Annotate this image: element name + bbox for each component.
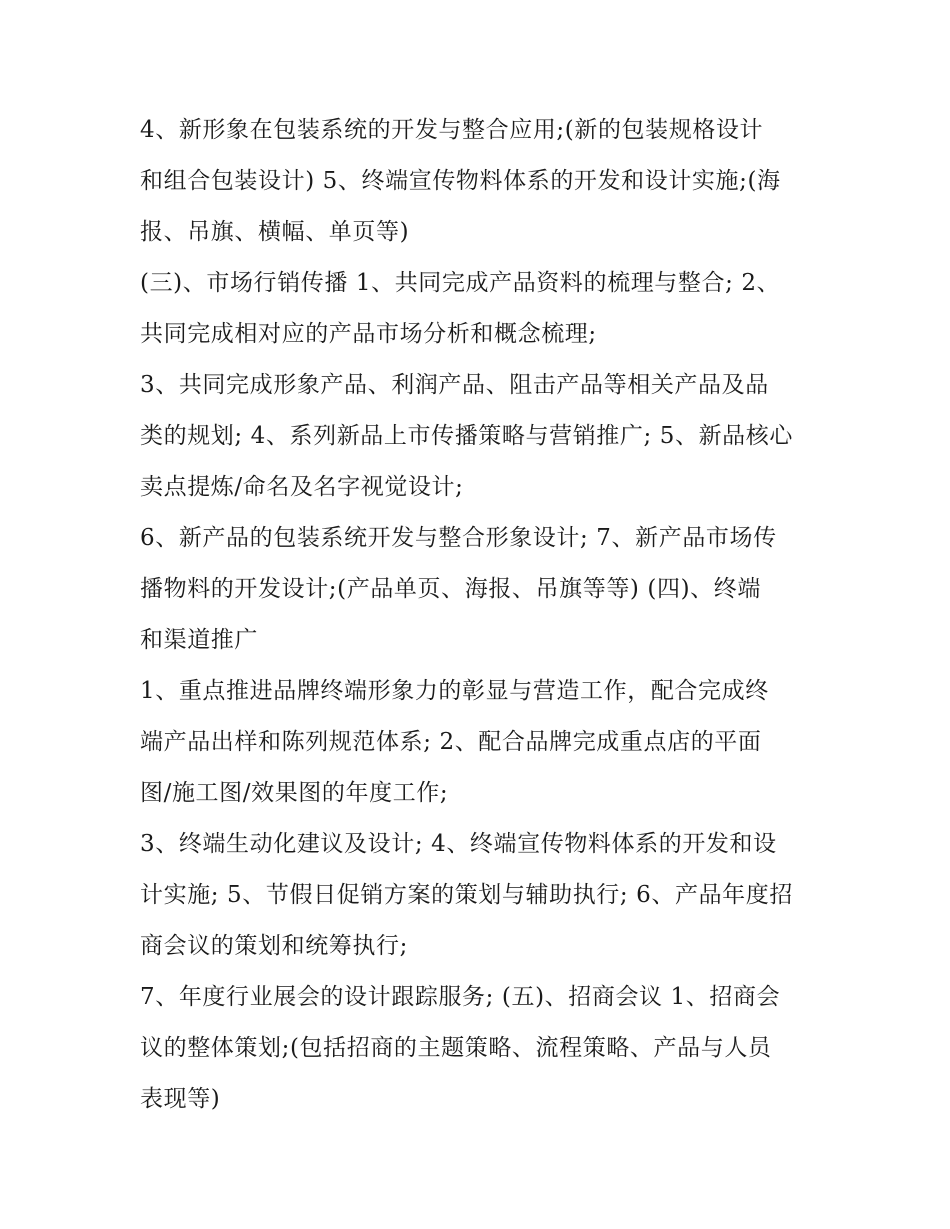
paragraph-new-product-design <box>140 513 830 666</box>
text-line: 商会议的策划和统筹执行; <box>140 933 408 959</box>
text-line: 播物料的开发设计;(产品单页、海报、吊旗等等) (四)、终端 <box>140 576 761 602</box>
paragraph-market-communication <box>140 258 830 360</box>
text-line: 图/施工图/效果图的年度工作; <box>140 780 449 806</box>
text-line: 表现等) <box>140 1086 221 1112</box>
paragraph-product-planning <box>140 360 830 513</box>
paragraph-packaging-and-terminal-materials <box>140 105 830 258</box>
text-line: 和组合包装设计) 5、终端宣传物料体系的开发和设计实施;(海 <box>140 168 781 194</box>
text-line: 1、重点推进品牌终端形象力的彰显与营造工作，配合完成终 <box>140 678 769 704</box>
paragraph-exhibition-and-investment <box>140 972 830 1125</box>
text-line: 端产品出样和陈列规范体系; 2、配合品牌完成重点店的平面 <box>140 729 762 755</box>
paragraph-terminal-image <box>140 666 830 819</box>
text-line: 6、新产品的包装系统开发与整合形象设计; 7、新产品市场传 <box>140 525 777 551</box>
text-line: 4、新形象在包装系统的开发与整合应用;(新的包装规格设计 <box>140 117 764 143</box>
text-line: 卖点提炼/命名及名字视觉设计; <box>140 474 464 500</box>
text-line: 报、吊旗、横幅、单页等) <box>140 219 410 245</box>
text-line: 共同完成相对应的产品市场分析和概念梳理; <box>140 321 597 347</box>
text-line: 3、终端生动化建议及设计; 4、终端宣传物料体系的开发和设 <box>140 831 777 857</box>
text-line: 和渠道推广 <box>140 627 258 653</box>
text-line: 3、共同完成形象产品、利润产品、阻击产品等相关产品及品 <box>140 372 769 398</box>
text-line: (三)、市场行销传播 1、共同完成产品资料的梳理与整合; 2、 <box>140 270 781 296</box>
text-line: 议的整体策划;(包括招商的主题策略、流程策略、产品与人员 <box>140 1035 772 1061</box>
text-line: 7、年度行业展会的设计跟踪服务; (五)、招商会议 1、招商会 <box>140 984 781 1010</box>
document-body <box>140 105 830 1125</box>
text-line: 计实施; 5、节假日促销方案的策划与辅助执行; 6、产品年度招 <box>140 882 793 908</box>
paragraph-terminal-promotion <box>140 819 830 972</box>
text-line: 类的规划; 4、系列新品上市传播策略与营销推广; 5、新品核心 <box>140 423 793 449</box>
